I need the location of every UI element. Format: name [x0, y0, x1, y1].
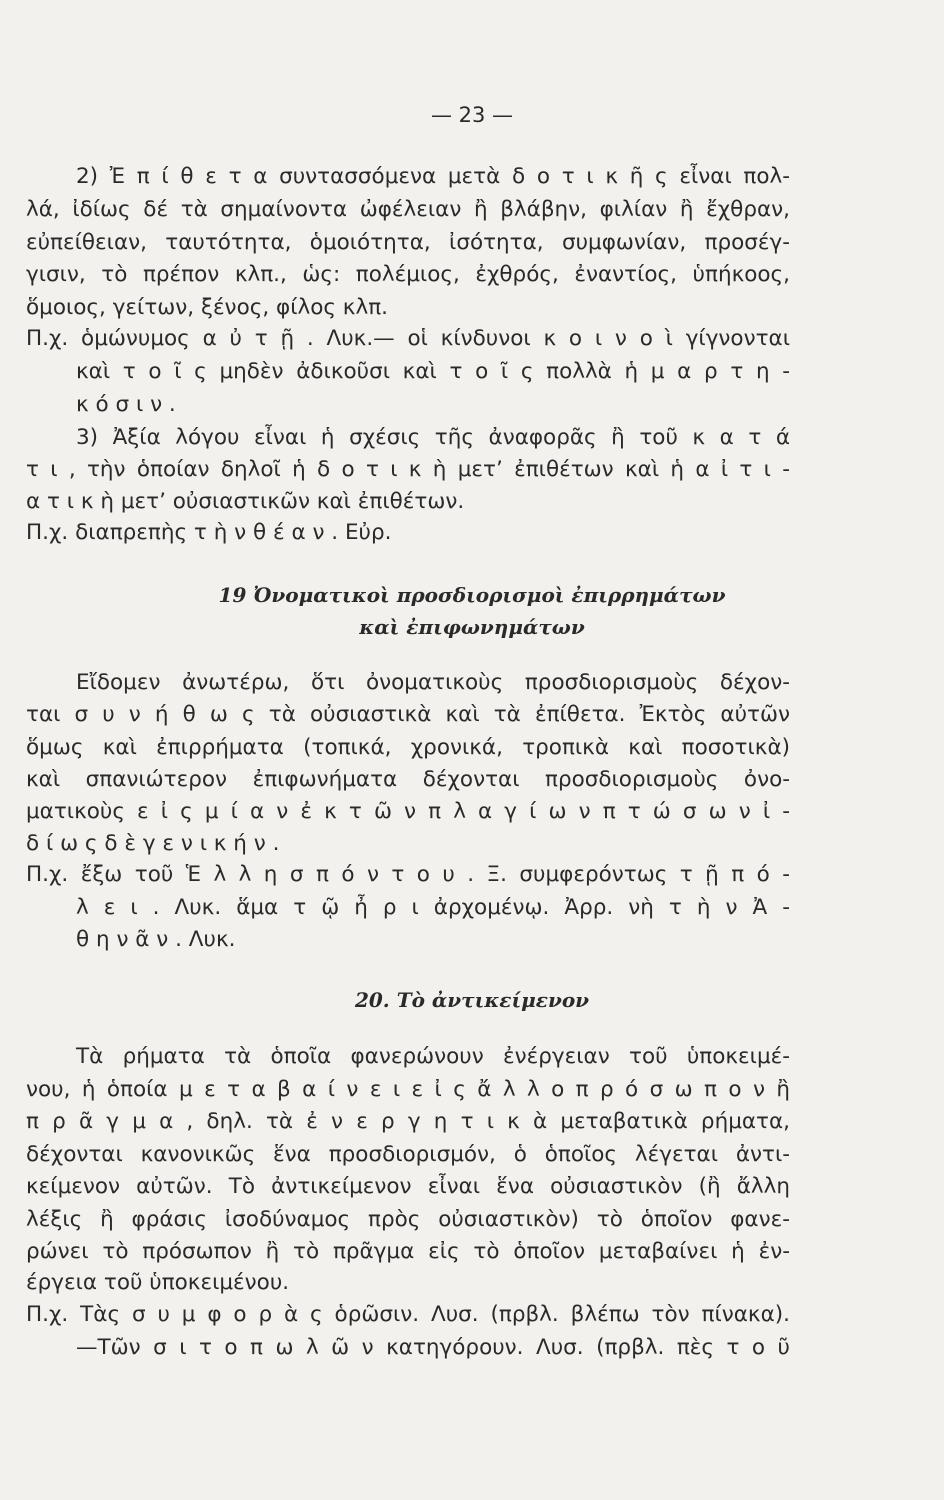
section-heading: 19 Ὀνοματικοὶ προσδιορισμοὶ ἐπιρρημάτων	[218, 583, 726, 607]
text-line: λά, ἰδίως δέ τὰ σημαίνοντα ὠφέλειαν ἢ βλάβην, φιλίαν ἢ ἔχθραν,	[26, 197, 790, 222]
text-line: ρώνει τὸ πρόσωπον ἢ τὸ πρᾶγμα εἰς τὸ ὁποῖον μεταβαίνει ἡ ἐν-	[26, 1239, 790, 1264]
text-line: Π.χ. ὁμώνυμος α ὐ τ ῇ . Λυκ.— οἱ κίνδυνοι κ ο ι ν ο ὶ γίγνονται	[26, 326, 790, 351]
text-line: κ ό σ ι ν .	[76, 392, 176, 417]
section-heading-cont: καὶ ἐπιφωνημάτων	[359, 615, 585, 639]
text-line: καὶ τ ο ῖ ς μηδὲν ἀδικοῦσι καὶ τ ο ῖ ς πολλὰ ἡ μ α ρ τ η -	[76, 359, 790, 384]
text-line: έργεια τοῦ ὑποκειμένου.	[26, 1270, 290, 1295]
text-line: νου, ἡ ὁποία μ ε τ α β α ί ν ε ι ε ἰ ς ἄ λ λ ο π ρ ό σ ω π ο ν ἢ	[26, 1077, 790, 1102]
text-line: Π.χ. διαπρεπὴς τ ὴ ν θ έ α ν . Εὐρ.	[26, 520, 392, 545]
page-number: — 23 —	[430, 103, 514, 127]
text-line: λ ε ι . Λυκ. ἅμα τ ῷ ἦ ρ ι ἀρχομένῳ. Ἀρρ. νὴ τ ὴ ν Ἀ -	[76, 895, 790, 920]
text-line: λέξις ἢ φράσις ἰσοδύναμος πρὸς οὐσιαστικὸν) τὸ ὁποῖον φανε-	[26, 1207, 790, 1232]
text-line: Π.χ. Τὰς σ υ μ φ ο ρ ὰ ς ὁρῶσιν. Λυσ. (πρβλ. βλέπω τὸν πίνακα).	[26, 1302, 790, 1327]
text-line: ὅμως καὶ ἐπιρρήματα (τοπικά, χρονικά, τροπικὰ καὶ ποσοτικὰ)	[26, 735, 790, 760]
text-line: —Τῶν σ ι τ ο π ω λ ῶ ν κατηγόρουν. Λυσ. (πρβλ. πὲς τ ο ῦ	[76, 1335, 790, 1360]
text-line: θ η ν ᾶ ν . Λυκ.	[76, 927, 236, 952]
section-heading: 20. Τὸ ἀντικείμενον	[354, 988, 590, 1012]
text-line: 2) Ἐ π ί θ ε τ α συντασσόμενα μετὰ δ ο τ ι κ ῆ ς εἶναι πολ-	[76, 164, 790, 189]
text-line: δ ί ω ς δ ὲ γ ε ν ι κ ή ν .	[26, 831, 280, 856]
text-line: εὐπείθειαν, ταυτότητα, ὁμοιότητα, ἰσότητα, συμφωνίαν, προσέγ-	[26, 230, 790, 255]
text-line: γισιν, τὸ πρέπον κλπ., ὡς: πολέμιος, ἐχθρός, ἐναντίος, ὑπήκοος,	[26, 262, 790, 287]
text-line: Εἴδομεν ἀνωτέρω, ὅτι ὀνοματικοὺς προσδιορισμοὺς δέχον-	[76, 670, 790, 695]
text-line: 3) Ἀξία λόγου εἶναι ἡ σχέσις τῆς ἀναφορᾶς ἢ τοῦ κ α τ ά	[76, 425, 790, 450]
text-line: κείμενον αὐτῶν. Τὸ ἀντικείμενον εἶναι ἕνα οὐσιαστικὸν (ἢ ἄλλη	[26, 1174, 790, 1199]
text-line: ται σ υ ν ή θ ω ς τὰ οὐσιαστικὰ καὶ τὰ ἐπίθετα. Ἐκτὸς αὐτῶν	[26, 702, 790, 727]
text-line: τ ι , τὴν ὁποίαν δηλοῖ ἡ δ ο τ ι κ ὴ μετ’ ἐπιθέτων καὶ ἡ α ἰ τ ι -	[26, 457, 790, 482]
text-line: Π.χ. ἔξω τοῦ Ἑ λ λ η σ π ό ν τ ο υ . Ξ. συμφερόντως τ ῇ π ό -	[26, 862, 790, 887]
text-line: α τ ι κ ὴ μετ’ οὐσιαστικῶν καὶ ἐπιθέτων.	[26, 489, 465, 514]
text-line: Τὰ ρήματα τὰ ὁποῖα φανερώνουν ἐνέργειαν τοῦ ὑποκειμέ-	[76, 1044, 790, 1069]
text-line: ὅμοιος, γείτων, ξένος, φίλος κλπ.	[26, 295, 388, 320]
text-line: π ρ ᾶ γ μ α , δηλ. τὰ ἐ ν ε ρ γ η τ ι κ ὰ μεταβατικὰ ρήματα,	[26, 1109, 790, 1134]
text-line: καὶ σπανιώτερον ἐπιφωνήματα δέχονται προσδιορισμοὺς ὀνο-	[26, 767, 790, 792]
text-line: δέχονται κανονικῶς ἕνα προσδιορισμόν, ὁ ὁποῖος λέγεται ἀντι-	[26, 1142, 790, 1167]
text-line: ματικοὺς ε ἰ ς μ ί α ν ἐ κ τ ῶ ν π λ α γ ί ω ν π τ ώ σ ω ν ἰ -	[26, 799, 790, 824]
